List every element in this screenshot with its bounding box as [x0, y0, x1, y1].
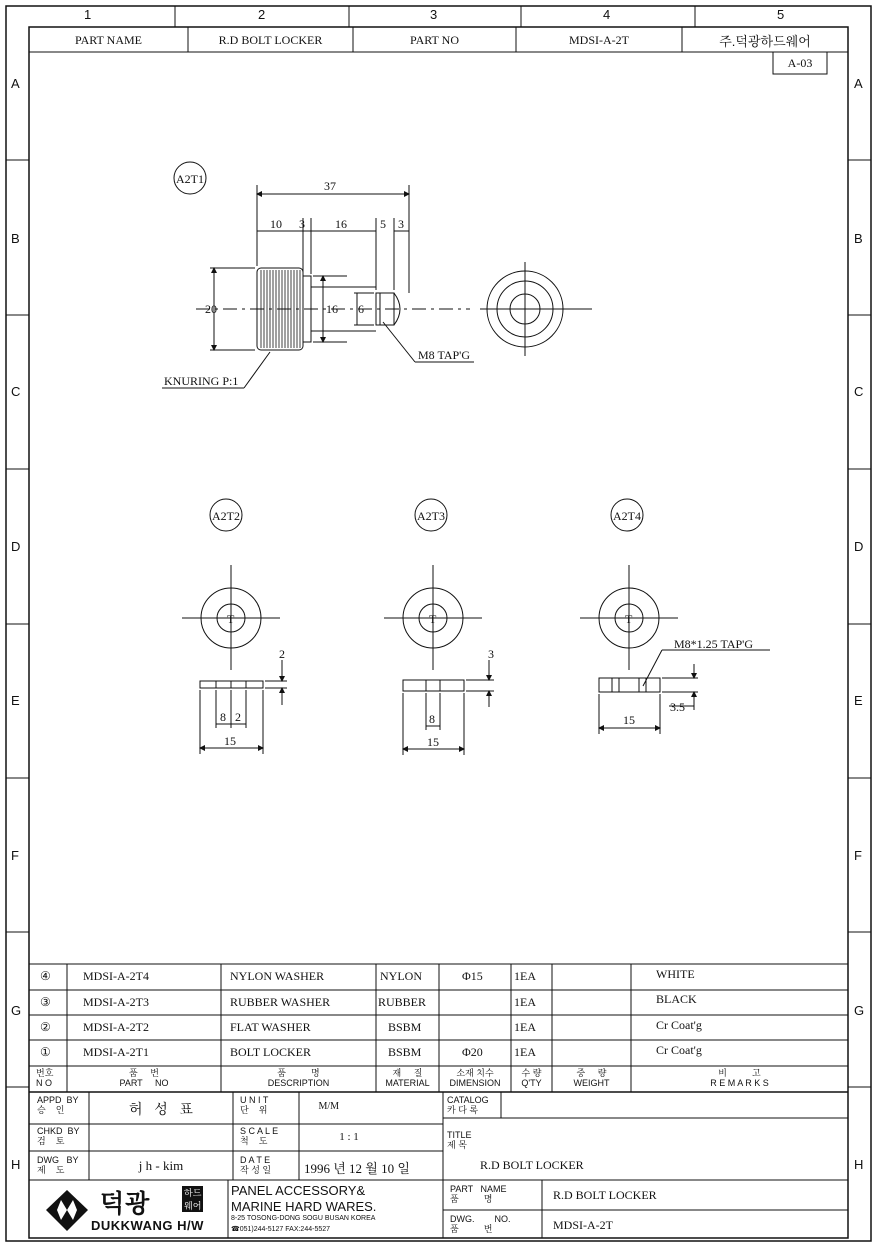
part-row-2-partno: MDSI-A-2T2 [83, 1020, 149, 1034]
part-row-3-material: RUBBER [378, 995, 427, 1009]
dim-d1: 10 [270, 217, 282, 231]
note-knurl: KNURING P:1 [164, 374, 239, 388]
chkd-label-ko: 검 토 [37, 1136, 65, 1146]
dim-a2t2-a: 8 [220, 710, 226, 724]
part-row-1-desc: BOLT LOCKER [230, 1045, 312, 1059]
dwg-label [37, 1155, 79, 1175]
company-logo-ko: 덕광 [100, 1190, 151, 1218]
part-row-2-no: ② [40, 1020, 51, 1034]
hdr-material [376, 1068, 439, 1088]
scale-value: 1 : 1 [339, 1131, 359, 1143]
part-row-4-dimension: Φ15 [462, 969, 483, 983]
part-row-2-qty: 1EA [514, 1020, 536, 1034]
dim-a2t3-a: 8 [429, 712, 435, 726]
note-tap-m8-125: M8*1.25 TAP'G [674, 637, 753, 651]
callout-a2t2: A2T2 [212, 509, 240, 523]
company-address: 8-25 TOSONG-DONG SOGU BUSAN KOREA [231, 1215, 376, 1222]
part-row-4-remarks: WHITE [656, 967, 695, 981]
header-part-no-label: PART NO [410, 33, 459, 47]
header-part-no-value: MDSI-A-2T [569, 33, 629, 47]
part-row-1-dimension: Φ20 [462, 1045, 483, 1059]
dim-a2t4-thk: 3.5 [670, 700, 685, 714]
row-label-g-right: G [854, 1003, 865, 1018]
row-label-b-left: B [11, 231, 20, 246]
hdr-qty-ko: 수 량 [521, 1068, 542, 1078]
appd-value: 허 성 표 [129, 1101, 193, 1117]
company-line2: MARINE HARD WARES. [231, 1199, 377, 1214]
dim-d2: 3 [299, 217, 305, 231]
part-row-4-desc: NYLON WASHER [230, 969, 325, 983]
row-label-e-right: E [854, 693, 863, 708]
company-logo-en: DUKKWANG H/W [91, 1218, 204, 1233]
appd-label-ko: 승 인 [37, 1105, 65, 1115]
dwg-label-en: DWG BY [37, 1155, 79, 1165]
hdr-desc-ko: 품 명 [277, 1068, 320, 1078]
appd-label-en: APPD BY [37, 1095, 79, 1105]
callout-a2t3: A2T3 [417, 509, 445, 523]
unit-label-en: U N I T [240, 1095, 269, 1105]
hdr-rem-ko: 비 고 [718, 1068, 761, 1078]
col-label-4: 4 [603, 7, 611, 22]
partname-value: R.D BOLT LOCKER [553, 1188, 657, 1202]
hdr-no [36, 1068, 66, 1088]
dim-a2t2-thk: 2 [279, 647, 285, 661]
dim-dia-tip: 6 [358, 302, 364, 316]
part-row-3-qty: 1EA [514, 995, 536, 1009]
dim-d3: 16 [335, 217, 347, 231]
dim-a2t4-dia: 15 [623, 713, 635, 727]
dwgno-label-ko: 품 번 [450, 1224, 493, 1234]
appd-label [37, 1095, 79, 1115]
part-row-3-remarks: BLACK [656, 992, 697, 1006]
hdr-partno-ko: 품 번 [129, 1068, 159, 1078]
dwgno-label-en: DWG. NO. [450, 1214, 511, 1224]
dim-dia-shank: 16 [326, 302, 338, 316]
part-row-4-material: NYLON [380, 969, 422, 983]
part-row-1-no: ① [40, 1045, 51, 1059]
col-label-5: 5 [777, 7, 785, 22]
header-part-name-value: R.D BOLT LOCKER [218, 33, 323, 47]
title-value: R.D BOLT LOCKER [480, 1158, 584, 1172]
company-line1: PANEL ACCESSORY& [231, 1183, 366, 1198]
partname-label-en: PART NAME [450, 1184, 507, 1194]
title-label-ko: 제 목 [447, 1140, 467, 1150]
hdr-dim-ko: 소재 치수 [456, 1068, 494, 1078]
row-label-d-left: D [11, 539, 21, 554]
dwgno-label [450, 1214, 538, 1234]
dwg-value: j h - kim [138, 1158, 184, 1173]
header-part-name-label: PART NAME [75, 33, 142, 47]
hdr-partno [67, 1068, 221, 1088]
part-row-2-remarks: Cr Coat'g [656, 1018, 702, 1032]
hdr-qty [511, 1068, 552, 1088]
row-label-b-right: B [854, 231, 863, 246]
col-label-1: 1 [84, 7, 92, 22]
date-value: 1996 년 12 월 10 일 [304, 1161, 410, 1176]
part-row-4-partno: MDSI-A-2T4 [83, 969, 149, 983]
callout-a2t1: A2T1 [176, 172, 204, 186]
company-logo-tag1: 하드 [184, 1188, 202, 1198]
hdr-dim-en: DIMENSION [449, 1078, 501, 1088]
row-label-f-right: F [854, 848, 862, 863]
hdr-qty-en: Q'TY [521, 1078, 542, 1088]
catalog-label-ko: 카 다 록 [447, 1105, 479, 1115]
scale-label-en: S C A L E [240, 1126, 279, 1136]
callout-a2t4: A2T4 [613, 509, 641, 523]
scale-label-ko: 척 도 [240, 1136, 268, 1146]
row-label-c-right: C [854, 384, 864, 399]
part-row-3-partno: MDSI-A-2T3 [83, 995, 149, 1009]
row-label-e-left: E [11, 693, 20, 708]
dwgno-value: MDSI-A-2T [553, 1218, 613, 1232]
hdr-partno-en: PART NO [119, 1078, 169, 1088]
hdr-rem-en: R E M A R K S [710, 1078, 769, 1088]
hdr-desc-en: DESCRIPTION [267, 1078, 330, 1088]
title-label-en: TITLE [447, 1130, 472, 1140]
hdr-mat-en: MATERIAL [385, 1078, 430, 1088]
part-row-3-no: ③ [40, 995, 51, 1009]
dim-overall: 37 [324, 179, 336, 193]
part-row-1-material: BSBM [388, 1045, 422, 1059]
row-label-a-right: A [854, 76, 863, 91]
part-row-4-no: ④ [40, 969, 51, 983]
unit-value: M/M [318, 1101, 339, 1112]
hdr-wt-ko: 중 량 [576, 1068, 607, 1078]
catalog-label-en: CATALOG [447, 1095, 489, 1105]
part-row-1-remarks: Cr Coat'g [656, 1043, 702, 1057]
hdr-remarks [631, 1068, 848, 1088]
row-label-a-left: A [11, 76, 20, 91]
part-row-3-desc: RUBBER WASHER [230, 995, 331, 1009]
a2t3-side-view [403, 680, 464, 691]
partname-label [450, 1184, 538, 1204]
header-company: 주.덕광하드웨어 [719, 34, 811, 49]
catalog-label [447, 1095, 489, 1115]
hdr-weight [552, 1068, 631, 1088]
center-mark-a2t3: T [429, 612, 437, 626]
hdr-mat-ko: 재 질 [392, 1068, 423, 1078]
center-mark-a2t4: T [625, 612, 633, 626]
note-tap-m8: M8 TAP'G [418, 348, 470, 362]
row-label-g-left: G [11, 1003, 22, 1018]
hdr-desc [221, 1068, 376, 1088]
part-row-2-desc: FLAT WASHER [230, 1020, 311, 1034]
row-label-h-right: H [854, 1157, 864, 1172]
date-label-ko: 작 성 일 [240, 1165, 272, 1175]
dim-a2t3-dia: 15 [427, 735, 439, 749]
hdr-no-ko: 번호 [36, 1068, 54, 1078]
hdr-no-en: N O [36, 1078, 53, 1088]
sheet-code: A-03 [787, 56, 813, 70]
part-row-2-material: BSBM [388, 1020, 422, 1034]
hdr-wt-en: WEIGHT [573, 1078, 610, 1088]
date-label [240, 1155, 271, 1175]
row-label-d-right: D [854, 539, 864, 554]
company-logo-emblem [45, 1188, 90, 1233]
row-label-h-left: H [11, 1157, 21, 1172]
date-label-en: D A T E [240, 1155, 271, 1165]
unit-label-ko: 단 위 [240, 1105, 268, 1115]
partname-label-ko: 품 명 [450, 1194, 493, 1204]
col-label-2: 2 [258, 7, 266, 22]
company-tel: ☎051)244-5127 FAX:244-5527 [231, 1226, 331, 1233]
scale-label [240, 1126, 278, 1146]
hdr-dimension [439, 1068, 511, 1088]
unit-label [240, 1095, 268, 1115]
dim-a2t2-b: 2 [235, 710, 241, 724]
title-label [447, 1130, 472, 1150]
row-label-f-left: F [11, 848, 19, 863]
row-label-c-left: C [11, 384, 21, 399]
dim-a2t2-dia: 15 [224, 734, 236, 748]
part-row-1-partno: MDSI-A-2T1 [83, 1045, 149, 1059]
dwg-label-ko: 제 도 [37, 1165, 65, 1175]
a2t4-side-view [599, 678, 660, 692]
company-logo-tag2: 웨어 [184, 1201, 202, 1211]
dim-a2t3-thk: 3 [488, 647, 494, 661]
center-mark-a2t2: T [227, 612, 235, 626]
dim-dia-head: 20 [205, 302, 217, 316]
dim-d5: 3 [398, 217, 404, 231]
chkd-label-en: CHKD BY [37, 1126, 80, 1136]
part-row-1-qty: 1EA [514, 1045, 536, 1059]
chkd-label [37, 1126, 80, 1146]
part-row-4-qty: 1EA [514, 969, 536, 983]
col-label-3: 3 [430, 7, 438, 22]
dim-d4: 5 [380, 217, 386, 231]
